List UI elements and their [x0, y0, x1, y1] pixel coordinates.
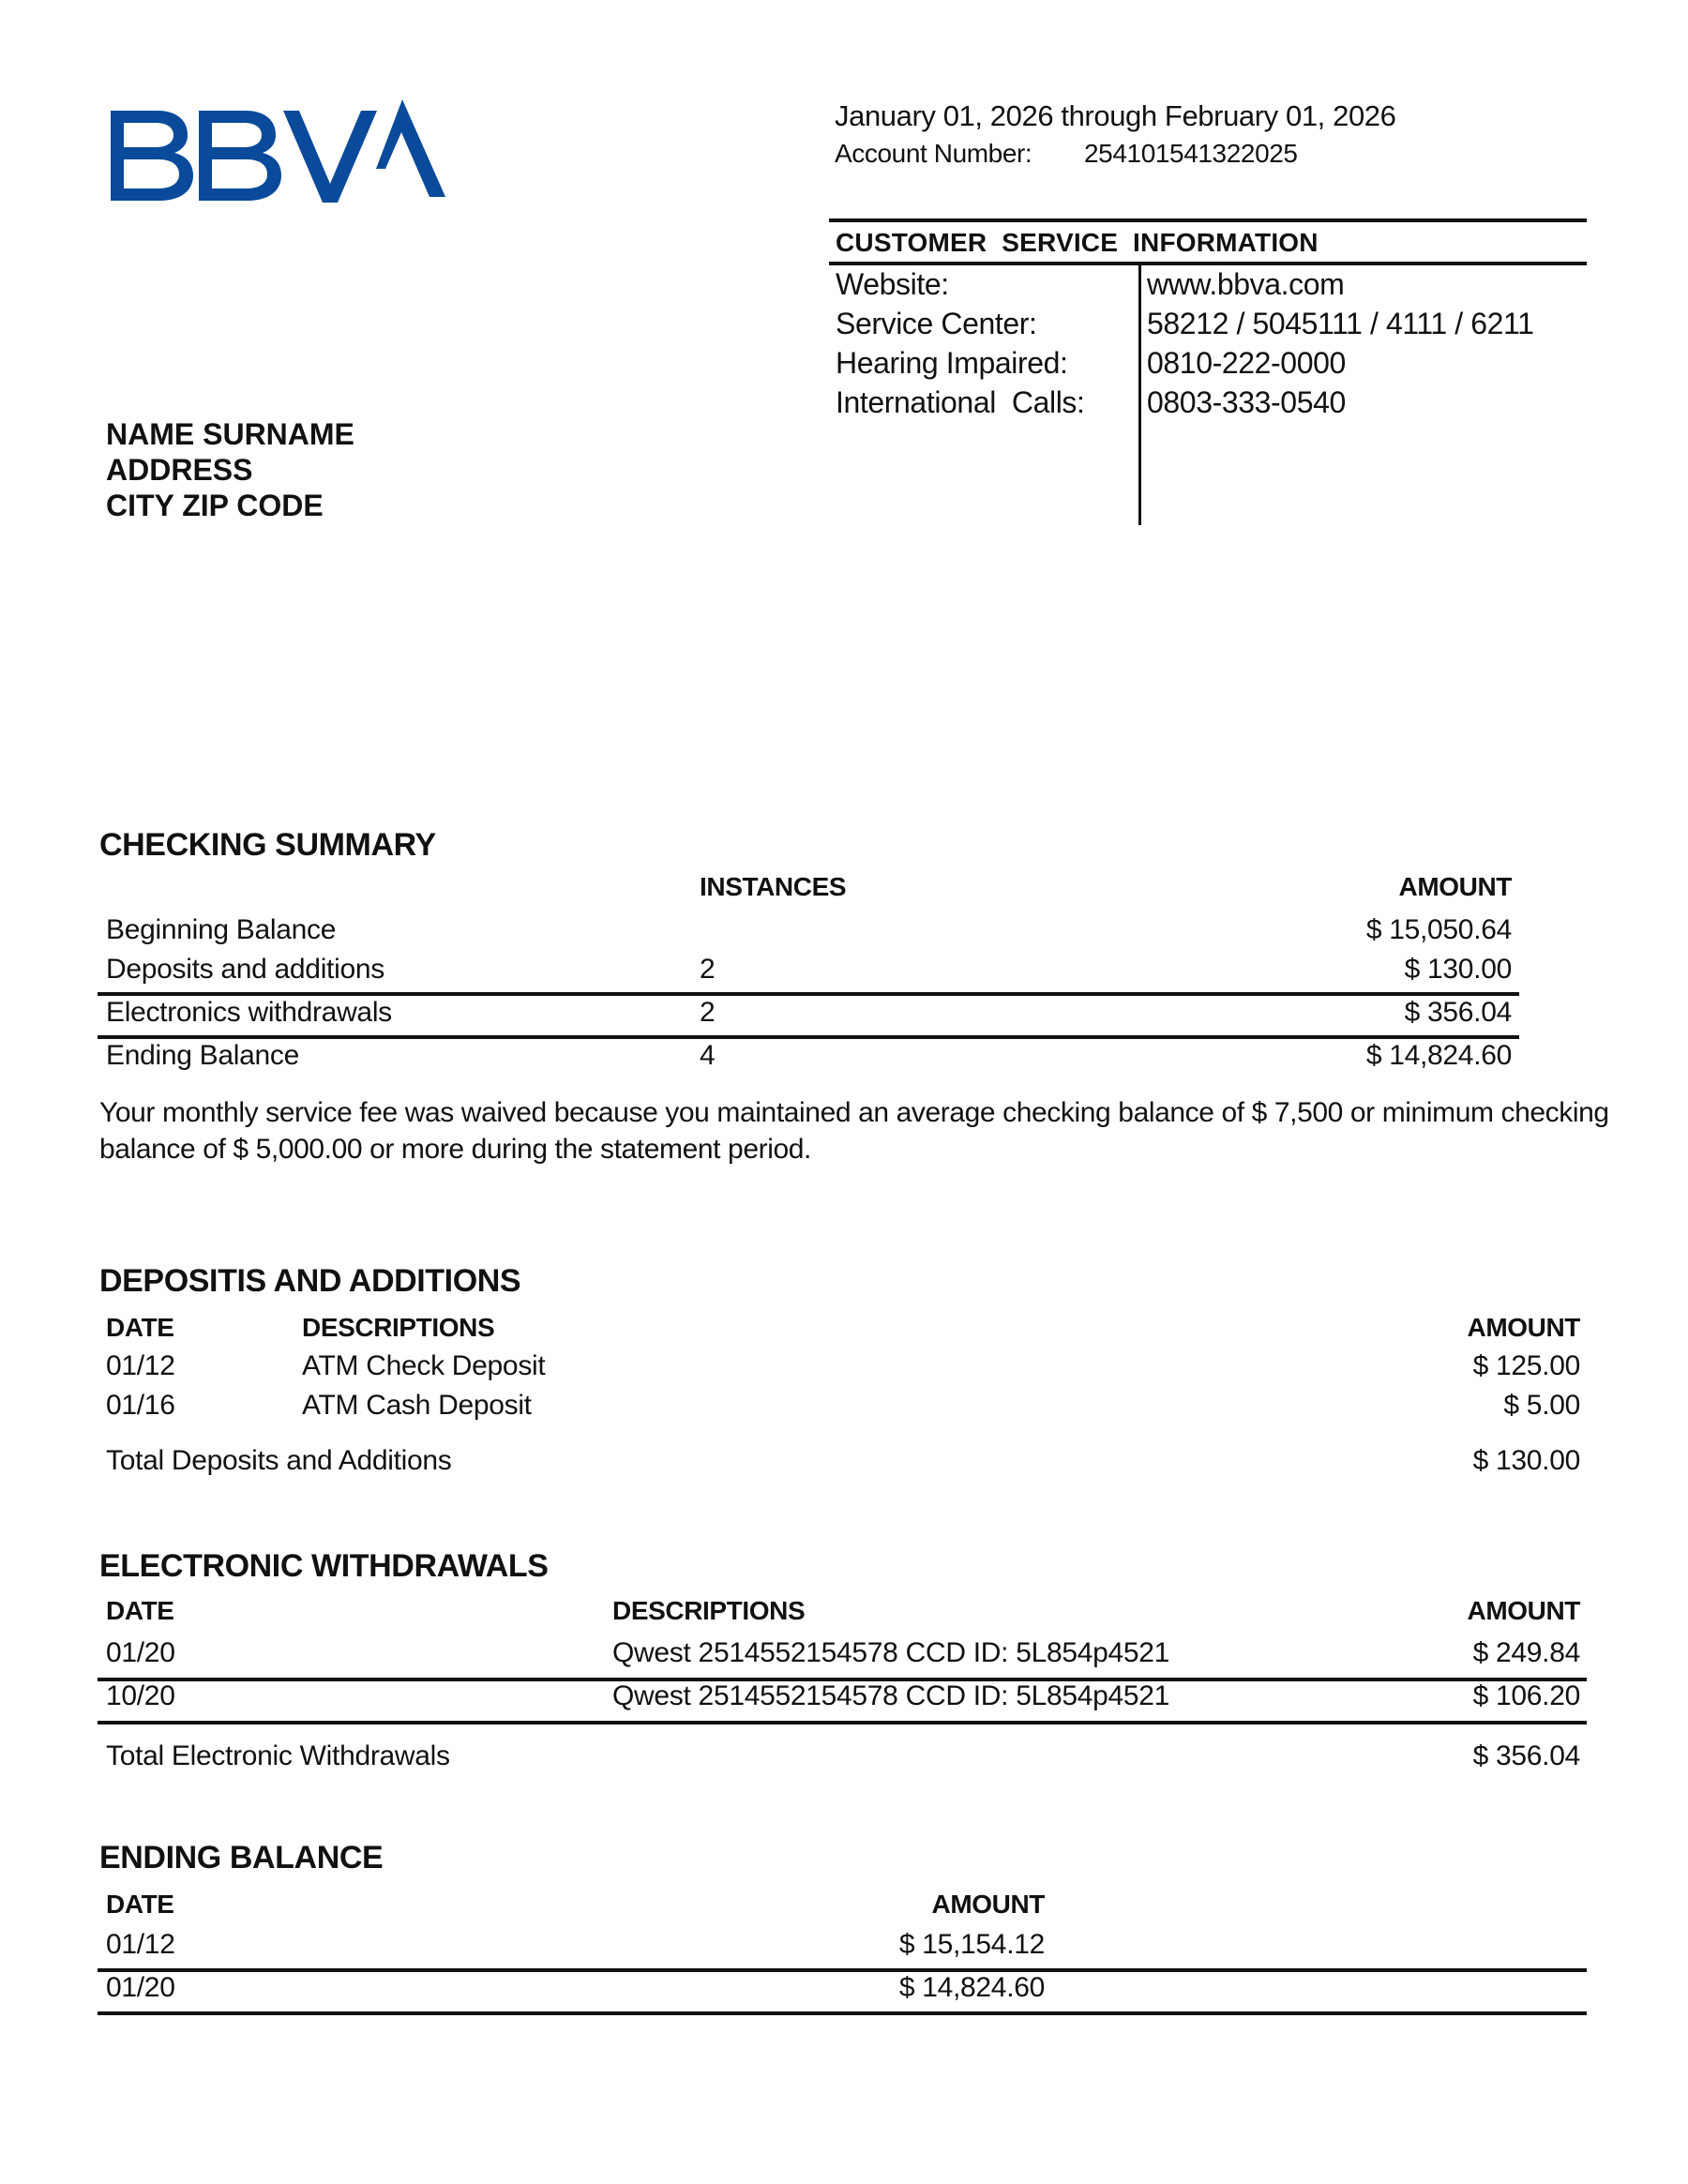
deposits-col-date: DATE	[106, 1313, 174, 1342]
cs-top-rule	[829, 218, 1587, 222]
withdrawals-col-amount: AMOUNT	[1467, 1596, 1580, 1625]
deposits-col-amount: AMOUNT	[1467, 1313, 1580, 1342]
withdrawal-description: Qwest 2514552154578 CCD ID: 5L854p4521	[612, 1637, 1170, 1668]
cs-label-website: Website:	[836, 267, 949, 301]
account-number: 254101541322025	[1084, 139, 1298, 168]
account-number-label: Account Number:	[835, 139, 1032, 168]
summary-rule-1	[98, 992, 1519, 996]
ending-col-date: DATE	[106, 1890, 174, 1919]
ending-col-amount: AMOUNT	[931, 1890, 1045, 1919]
withdrawal-date: 10/20	[106, 1680, 175, 1711]
summary-col-amount: AMOUNT	[1398, 872, 1512, 901]
cs-value-international-calls: 0803-333-0540	[1147, 385, 1346, 419]
statement-period: January 01, 2026 through February 01, 2026	[835, 99, 1396, 132]
cs-label-service-center: Service Center:	[836, 307, 1037, 340]
ending-amount: $ 15,154.12	[898, 1929, 1045, 1960]
summary-label: Electronics withdrawals	[106, 997, 392, 1028]
ending-date: 01/20	[106, 1972, 175, 2003]
deposit-description: ATM Check Deposit	[302, 1350, 546, 1381]
withdrawal-date: 01/20	[106, 1637, 175, 1668]
ending-amount: $ 14,824.60	[898, 1972, 1045, 2003]
deposit-date: 01/12	[106, 1350, 175, 1381]
withdrawals-col-description: DESCRIPTIONS	[612, 1596, 806, 1625]
cs-header-rule	[829, 262, 1587, 265]
summary-col-instances: INSTANCES	[700, 872, 847, 901]
summary-amount: $ 130.00	[1404, 954, 1512, 985]
deposits-total-label: Total Deposits and Additions	[106, 1445, 452, 1476]
customer-service-title: CUSTOMER SERVICE INFORMATION	[836, 228, 1319, 257]
bbva-logo-mark	[111, 99, 445, 203]
withdrawals-col-date: DATE	[106, 1596, 174, 1625]
deposits-total-amount: $ 130.00	[1472, 1445, 1580, 1476]
summary-rule-2	[98, 1035, 1519, 1039]
deposits-title: DEPOSITIS AND ADDITIONS	[99, 1263, 521, 1299]
deposit-date: 01/16	[106, 1390, 175, 1421]
deposits-col-description: DESCRIPTIONS	[302, 1313, 495, 1342]
ending-balance-title: ENDING BALANCE	[99, 1840, 384, 1875]
checking-summary-title: CHECKING SUMMARY	[99, 827, 436, 863]
summary-amount: $ 14,824.60	[1365, 1040, 1512, 1071]
bbva-logo	[109, 99, 446, 204]
customer-address: ADDRESS	[106, 453, 253, 487]
withdrawals-total-label: Total Electronic Withdrawals	[106, 1740, 450, 1771]
cs-value-service-center: 58212 / 5045111 / 4111 / 6211	[1147, 307, 1534, 340]
withdrawal-description: Qwest 2514552154578 CCD ID: 5L854p4521	[612, 1680, 1170, 1711]
summary-label: Beginning Balance	[106, 914, 337, 945]
summary-label: Ending Balance	[106, 1040, 299, 1071]
summary-amount: $ 356.04	[1404, 997, 1512, 1028]
deposit-amount: $ 125.00	[1472, 1350, 1580, 1381]
customer-city-zip: CITY ZIP CODE	[106, 489, 324, 522]
cs-value-website[interactable]: www.bbva.com	[1147, 267, 1345, 301]
ending-rule-2	[98, 2011, 1587, 2015]
withdrawal-amount: $ 249.84	[1472, 1637, 1580, 1668]
cs-value-hearing-impaired: 0810-222-0000	[1147, 346, 1346, 380]
deposit-amount: $ 5.00	[1503, 1390, 1580, 1421]
ending-rule-1	[98, 1968, 1587, 1972]
summary-amount: $ 15,050.64	[1365, 914, 1512, 945]
summary-instances: 4	[700, 1040, 716, 1071]
withdrawal-amount: $ 106.20	[1472, 1680, 1580, 1711]
cs-column-divider	[1138, 265, 1141, 525]
cs-label-hearing-impaired: Hearing Impaired:	[836, 346, 1068, 380]
withdrawals-title: ELECTRONIC WITHDRAWALS	[99, 1548, 549, 1584]
summary-instances: 2	[700, 954, 716, 985]
withdrawals-total-amount: $ 356.04	[1472, 1740, 1580, 1771]
service-fee-note: Your monthly service fee was waived because you maintained an average checking balance of $ 7,500 or minimum checking balance of $ 5,000.00 or more during the statement period.	[99, 1097, 1609, 1165]
summary-instances: 2	[700, 997, 716, 1028]
summary-label: Deposits and additions	[106, 954, 384, 985]
deposit-description: ATM Cash Deposit	[302, 1390, 532, 1421]
cs-label-international-calls: International Calls:	[836, 385, 1085, 419]
withdrawals-rule-2	[98, 1721, 1587, 1725]
ending-date: 01/12	[106, 1929, 175, 1960]
customer-name: NAME SURNAME	[106, 417, 354, 451]
